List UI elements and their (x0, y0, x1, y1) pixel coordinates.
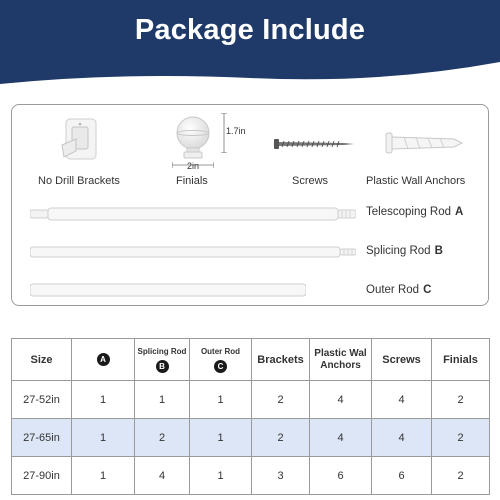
cell-brackets: 2 (252, 419, 310, 457)
table-header-row (12, 339, 490, 381)
cell-screws: 6 (372, 457, 432, 495)
cell-a: 1 (72, 419, 135, 457)
cell-size: 27-65in (12, 419, 72, 457)
table-row (12, 457, 490, 495)
cell-a: 1 (72, 381, 135, 419)
bracket-icon (56, 115, 104, 169)
splicing-rod-icon (30, 245, 356, 259)
header-anchors-line2: Anchors (320, 359, 361, 371)
anchors-label: Plastic Wall Anchors (366, 175, 466, 187)
cell-b: 1 (135, 381, 190, 419)
header-splicing-rod-label: Splicing Rod (137, 346, 187, 356)
table-row (12, 381, 490, 419)
header-a (72, 339, 135, 381)
rod-b-letter: B (434, 245, 443, 257)
letter-a-badge: A (97, 353, 110, 366)
cell-anchors: 6 (310, 457, 372, 495)
cell-anchors: 4 (310, 419, 372, 457)
header-anchors (310, 339, 372, 381)
header-outer-rod-label: Outer Rod (200, 346, 241, 356)
rod-c-label (366, 284, 431, 296)
screws-label: Screws (292, 175, 329, 187)
rod-b-name: Splicing Rod (366, 245, 431, 257)
cell-screws: 4 (372, 381, 432, 419)
screw-icon (274, 137, 354, 151)
cell-finials: 2 (432, 381, 490, 419)
header-screws: Screws (372, 339, 432, 381)
table-row-highlighted (12, 419, 490, 457)
page-title: Package Include (134, 14, 366, 46)
cell-brackets: 2 (252, 381, 310, 419)
header-splicing-rod (135, 339, 190, 381)
finials-label: Finials (176, 175, 208, 187)
rod-b-label (366, 245, 443, 257)
cell-size: 27-90in (12, 457, 72, 495)
letter-c-badge: C (214, 360, 227, 373)
letter-b-badge: B (156, 360, 169, 373)
telescoping-rod-icon (30, 207, 356, 221)
rod-a-name: Telescoping Rod (366, 206, 452, 218)
finial-height-label: 1.7in (226, 126, 246, 136)
cell-b: 4 (135, 457, 190, 495)
header-anchors-line1: Plastic Wal (314, 347, 367, 359)
cell-finials: 2 (432, 419, 490, 457)
cell-b: 2 (135, 419, 190, 457)
outer-rod-icon (30, 283, 306, 297)
header-outer-rod (190, 339, 252, 381)
cell-c: 1 (190, 381, 252, 419)
finial-width-label: 2in (187, 161, 200, 171)
header-banner (0, 0, 500, 86)
size-spec-table (11, 338, 490, 495)
rod-a-letter: A (455, 206, 464, 218)
cell-brackets: 3 (252, 457, 310, 495)
anchor-icon (384, 131, 464, 155)
rod-a-label (366, 206, 463, 218)
cell-size: 27-52in (12, 381, 72, 419)
cell-a: 1 (72, 457, 135, 495)
rod-c-name: Outer Rod (366, 284, 420, 296)
cell-finials: 2 (432, 457, 490, 495)
cell-anchors: 4 (310, 381, 372, 419)
header-size: Size (12, 339, 72, 381)
package-contents-box (11, 104, 489, 306)
cell-c: 1 (190, 419, 252, 457)
cell-screws: 4 (372, 419, 432, 457)
header-finials: Finials (432, 339, 490, 381)
brackets-label: No Drill Brackets (38, 175, 120, 187)
header-brackets: Brackets (252, 339, 310, 381)
cell-c: 1 (190, 457, 252, 495)
rod-c-letter: C (423, 284, 432, 296)
